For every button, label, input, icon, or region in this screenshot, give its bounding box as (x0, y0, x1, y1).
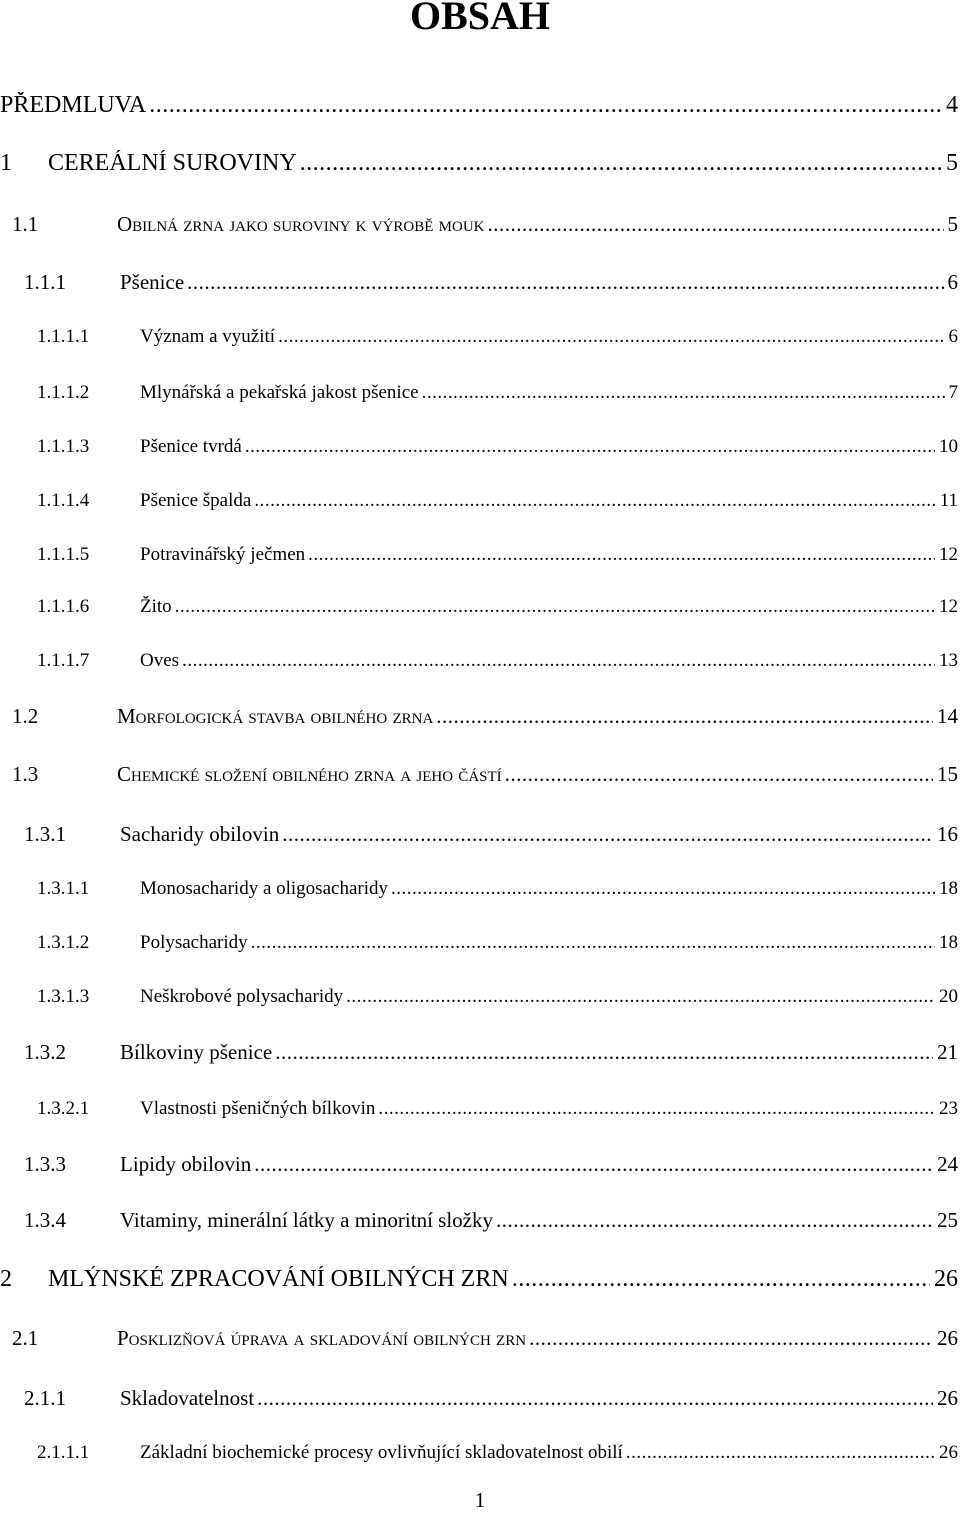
toc-entry-page: 7 (948, 382, 958, 403)
toc-entry-number: 1.3.1 (24, 822, 66, 846)
toc-entry[interactable] (0, 436, 960, 468)
toc-entry-page: 26 (937, 1326, 958, 1350)
toc-entry-number: 1.1.1.4 (37, 490, 90, 511)
toc-entry-page: 18 (939, 932, 958, 953)
dot-leader (496, 1208, 933, 1233)
toc-entry-label: CEREÁLNÍ SUROVINY (48, 150, 297, 176)
dot-leader (278, 326, 944, 348)
toc-entry-label: Význam a využití (140, 326, 276, 347)
toc-entry-page: 13 (939, 650, 958, 671)
toc-entry[interactable] (0, 1326, 960, 1358)
toc-entry-page: 16 (937, 822, 958, 846)
toc-entry-number: 1.1.1.3 (37, 436, 90, 457)
toc-entry-label: Polysacharidy (140, 932, 248, 953)
toc-entry-label: Neškrobové polysacharidy (140, 986, 344, 1007)
toc-entry[interactable] (0, 932, 960, 964)
toc-entry[interactable] (0, 704, 960, 736)
toc-entry[interactable] (0, 822, 960, 854)
toc-entry-number: 2.1 (12, 1326, 39, 1350)
toc-entry-page: 5 (946, 150, 958, 176)
toc-entry[interactable] (0, 596, 960, 628)
toc-entry[interactable] (0, 150, 960, 182)
toc-entry[interactable] (0, 1040, 960, 1072)
page-title: OBSAH (409, 0, 551, 38)
toc-entry-page: 12 (939, 544, 958, 565)
toc-entry[interactable] (0, 1208, 960, 1240)
toc-entry[interactable] (0, 1386, 960, 1418)
toc-entry-label: Monosacharidy a oligosacharidy (140, 878, 388, 899)
toc-entry[interactable] (0, 762, 960, 794)
dot-leader (187, 270, 943, 295)
toc-entry-label: Oves (140, 650, 180, 671)
toc-entry[interactable] (0, 92, 960, 124)
toc-entry-number: 1.1.1.2 (37, 382, 90, 403)
dot-leader (505, 762, 933, 787)
dot-leader (626, 1442, 935, 1464)
toc-entry-page: 26 (934, 1266, 958, 1292)
dot-leader (254, 1152, 933, 1177)
toc-entry-label: PŘEDMLUVA (0, 92, 147, 118)
toc-entry-label: Potravinářský ječmen (140, 544, 306, 565)
dot-leader (300, 150, 942, 177)
dot-leader (245, 436, 935, 458)
dot-leader (512, 1266, 930, 1293)
toc-entry-number: 1.3.2.1 (37, 1098, 90, 1119)
dot-leader (251, 932, 935, 954)
toc-entry-number: 1.3.1.2 (37, 932, 90, 953)
toc-entry-label: Obilná zrna jako suroviny k výrobě mouk (117, 212, 485, 236)
dot-leader (175, 596, 935, 618)
dot-leader (282, 822, 933, 847)
toc-entry-number: 2.1.1.1 (37, 1442, 90, 1463)
toc-entry-number: 1.1 (12, 212, 39, 236)
toc-entry-label: Bílkoviny pšenice (120, 1040, 273, 1064)
toc-entry-page: 10 (939, 436, 958, 457)
dot-leader (257, 1386, 933, 1411)
toc-entry-number: 1.3.1.1 (37, 878, 90, 899)
dot-leader (378, 1098, 935, 1120)
toc-entry-label: Chemické složení obilného zrna a jeho částí (117, 762, 502, 786)
toc-entry[interactable] (0, 878, 960, 910)
dot-leader (391, 878, 935, 900)
toc-entry-number: 1.1.1.1 (37, 326, 90, 347)
toc-entry-label: Pšenice (120, 270, 185, 294)
toc-entry-label: Sacharidy obilovin (120, 822, 280, 846)
toc-entry[interactable] (0, 1442, 960, 1474)
toc-entry-number: 1 (0, 150, 12, 176)
toc-entry-page: 14 (937, 704, 958, 728)
toc-entry-label: Základní biochemické procesy ovlivňující skladovatelnost obilí (140, 1442, 623, 1463)
toc-entry-page: 18 (939, 878, 958, 899)
toc-entry-number: 1.1.1 (24, 270, 66, 294)
toc-entry-page: 6 (948, 326, 958, 347)
toc-entry[interactable] (0, 326, 960, 358)
toc-entry-label: Posklizňová úprava a skladování obilných zrn (117, 1326, 527, 1350)
toc-entry-page: 6 (947, 270, 958, 294)
toc-entry-page: 20 (939, 986, 958, 1007)
toc-entry[interactable] (0, 270, 960, 302)
toc-entry-page: 21 (937, 1040, 958, 1064)
dot-leader (436, 704, 933, 729)
toc-entry-label: Vlastnosti pšeničných bílkovin (140, 1098, 376, 1119)
toc-entry-number: 1.3.1.3 (37, 986, 90, 1007)
dot-leader (529, 1326, 933, 1351)
toc-entry[interactable] (0, 1266, 960, 1298)
dot-leader (254, 490, 935, 512)
toc-entry-label: MLÝNSKÉ ZPRACOVÁNÍ OBILNÝCH ZRN (48, 1266, 509, 1292)
toc-entry[interactable] (0, 650, 960, 682)
toc-entry-number: 1.1.1.5 (37, 544, 90, 565)
toc-entry-label: Pšenice tvrdá (140, 436, 242, 457)
dot-leader (346, 986, 935, 1008)
dot-leader (149, 92, 942, 119)
toc-entry-label: Žito (140, 596, 172, 617)
dot-leader (488, 212, 944, 237)
toc-entry[interactable] (0, 1152, 960, 1184)
toc-entry-label: Mlynářská a pekařská jakost pšenice (140, 382, 419, 403)
toc-entry-number: 1.2 (12, 704, 39, 728)
toc-entry-page: 12 (939, 596, 958, 617)
toc-entry[interactable] (0, 382, 960, 414)
toc-entry-page: 26 (937, 1386, 958, 1410)
toc-entry-page: 15 (937, 762, 958, 786)
page-number: 1 (474, 1488, 486, 1512)
toc-entry-number: 1.3.2 (24, 1040, 66, 1064)
toc-entry-label: Vitaminy, minerální látky a minoritní složky (120, 1208, 493, 1232)
toc-entry[interactable] (0, 490, 960, 522)
toc-entry[interactable] (0, 1098, 960, 1130)
toc-entry-number: 2 (0, 1266, 12, 1292)
toc-entry-label: Morfologická stavba obilného zrna (117, 704, 434, 728)
toc-entry-page: 26 (939, 1442, 958, 1463)
toc-entry-page: 11 (939, 490, 958, 511)
dot-leader (308, 544, 935, 566)
toc-entry-page: 4 (946, 92, 958, 118)
toc-entry-label: Pšenice špalda (140, 490, 252, 511)
dot-leader (182, 650, 935, 672)
toc-entry-label: Skladovatelnost (120, 1386, 255, 1410)
toc-entry-number: 1.3 (12, 762, 39, 786)
dot-leader (275, 1040, 933, 1065)
toc-entry[interactable] (0, 544, 960, 576)
toc-entry-label: Lipidy obilovin (120, 1152, 252, 1176)
toc-entry-number: 1.3.3 (24, 1152, 66, 1176)
toc-entry[interactable] (0, 212, 960, 244)
toc-entry-page: 24 (937, 1152, 958, 1176)
toc-entry-number: 1.1.1.7 (37, 650, 90, 671)
toc-entry[interactable] (0, 986, 960, 1018)
toc-entry-page: 23 (939, 1098, 958, 1119)
toc-entry-number: 1.3.4 (24, 1208, 66, 1232)
toc-entry-number: 2.1.1 (24, 1386, 66, 1410)
toc-entry-page: 5 (947, 212, 958, 236)
dot-leader (422, 382, 945, 404)
toc-entry-page: 25 (937, 1208, 958, 1232)
toc-entry-number: 1.1.1.6 (37, 596, 90, 617)
